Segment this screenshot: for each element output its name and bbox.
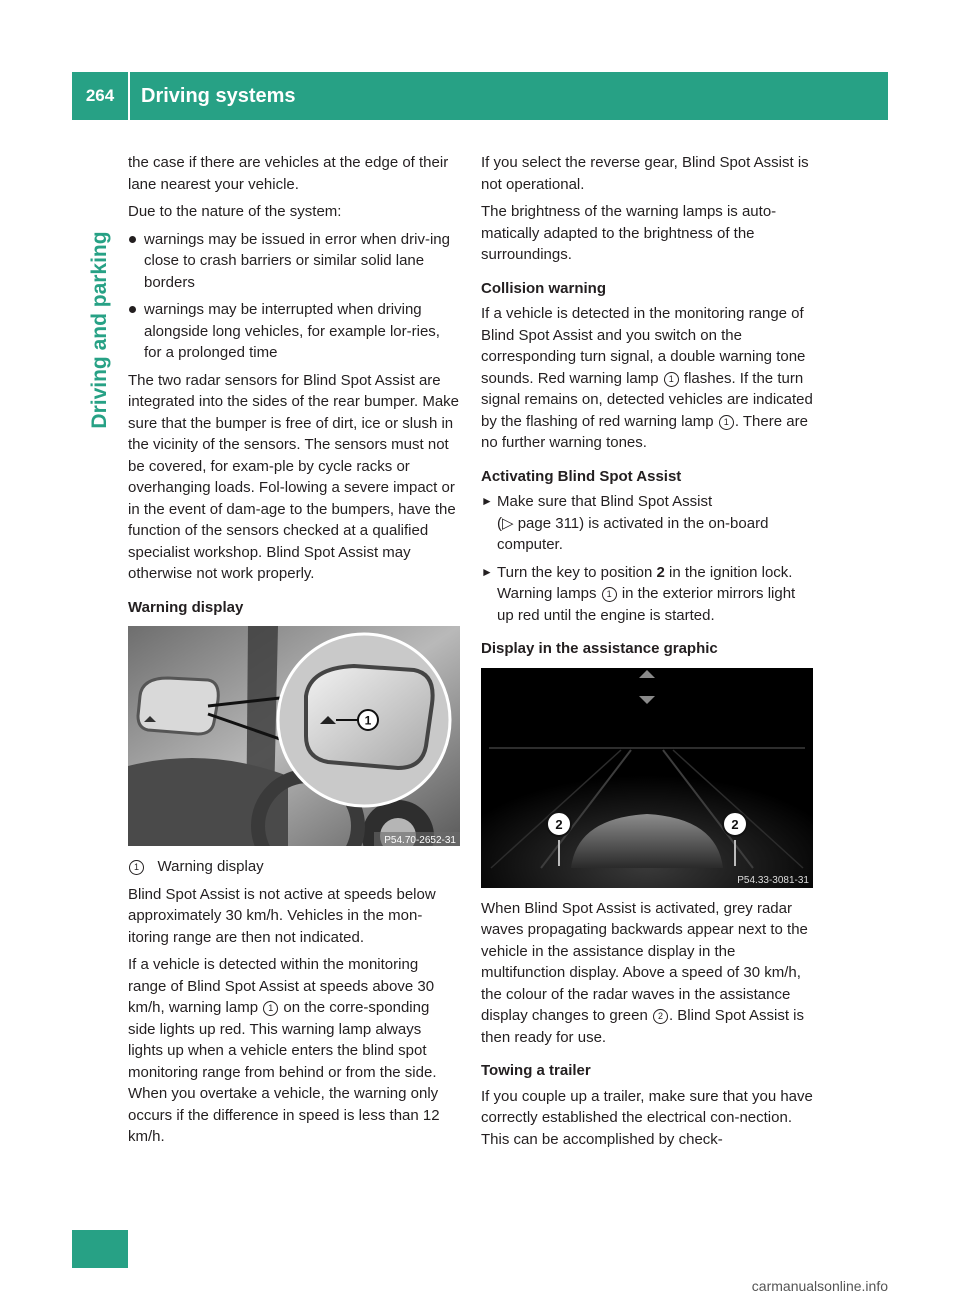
side-tab-block [72,1230,128,1268]
arrow-right-icon: ► [481,494,493,508]
action-text: Warning lamps [497,585,601,602]
paragraph-text: When Blind Spot Assist is activated, grey radar waves propagating backwards appear next to the vehicle in the assistance display in the multifunction display. Above a speed of 30 km/h, the colour of the radar waves in the assistance display changes to green [481,899,808,1024]
action-text: in the ignition lock. [664,563,793,581]
figure-callout-1: 1 [364,713,372,728]
paragraph [481,303,813,454]
paragraph-text: . There are no further warning tones. [481,412,808,451]
list-item-text: warnings may be issued in error when driv-ing close to crash barriers or similar solid lane borders [144,230,450,291]
figure-callout-2-left: 2 [555,816,563,832]
page-reference: (▷ page 311) is activated in the on-board computer. [497,514,769,553]
heading-collision-warning: Collision warning [481,279,607,297]
callout-number: 1 [602,587,617,602]
paragraph [128,954,460,1148]
list-item [128,299,460,364]
paragraph-text: If a vehicle is detected in the monitoring range of Blind Spot Assist and you switch on the corresponding turn signal, a double warning tone sounds. Red warning lamp [481,305,806,387]
watermark: carmanualsonline.info [751,1278,888,1294]
caption-text: Warning display [157,858,264,875]
callout-number: 2 [653,1009,668,1024]
paragraph: The two radar sensors for Blind Spot Assist are integrated into the sides of the rear bumper. Make sure that the bumper is free of dirt, ice or slush in the vicinity of the sensors. The sensors must not be covered, for exam-ple by cycle racks or overhanging loads. Fol-lowing a severe impact or in the event of dam-age to the bumpers, have the function of the sensors checked at a qualified specialist workshop. Blind Spot Assist may otherwise not work properly. [128,371,460,582]
header-divider [128,72,130,120]
figure-caption [128,856,460,878]
list-item-text: warnings may be interrupted when driving alongside long vehicles, for example lor-ries, for a prolonged time [144,301,440,361]
heading-activating: Activating Blind Spot Assist [481,467,682,485]
action-text: Make sure that Blind Spot Assist [497,493,713,510]
paragraph: Blind Spot Assist is not active at speeds below approximately 30 km/h. Vehicles in the mon-itoring range are then not indicated. [128,885,436,946]
heading-towing: Towing a trailer [481,1062,591,1079]
paragraph: If you select the reverse gear, Blind Spot Assist is not operational. [481,154,809,193]
action-step [481,562,813,627]
heading-warning-display: Warning display [128,598,244,616]
paragraph: the case if there are vehicles at the edge of their lane nearest your vehicle. [128,154,449,193]
paragraph: The brightness of the warning lamps is auto-matically adapted to the brightness of the surroundings. [481,203,777,263]
figure-callout-2-right: 2 [731,816,739,832]
figure-code: P54.33-3081-31 [737,874,809,886]
mirror-warning-illustration [128,626,460,846]
list-item [128,229,460,294]
paragraph-text: . Blind Spot Assist is then ready for use. [481,1007,805,1046]
callout-number: 1 [263,1001,278,1016]
paragraph: Due to the nature of the system: [128,203,342,220]
callout-number: 1 [664,372,679,387]
right-column [481,152,813,1156]
figure-code: P54.70-2652-31 [384,835,456,846]
assistance-graphic-illustration [481,668,813,888]
action-text: in the exterior mirrors light up red until the engine is started. [497,585,796,624]
paragraph-text: on the corre-sponding side lights up red. This warning lamp always lights up when a vehicle enters the blind spot monitoring range from behind or from the side. When you overtake a vehicle, the warning only occurs if the difference in speed is less than 12 km/h. [128,999,440,1145]
key-position: 2 [656,563,665,581]
action-text: Turn the key to position [497,563,657,581]
paragraph [481,898,813,1049]
paragraph-text: flashes. If the turn signal remains on, detected vehicles are indicated by the flashing of red warning lamp [481,369,813,430]
callout-number: 1 [129,860,144,875]
page-number: 264 [85,86,115,105]
section-title: Driving systems [141,84,296,107]
arrow-right-icon: ► [481,564,493,579]
callout-number: 1 [719,415,734,430]
action-step [481,491,813,556]
left-column [128,152,460,1154]
heading-display: Display in the assistance graphic [481,640,718,657]
paragraph-text: If a vehicle is detected within the monitoring range of Blind Spot Assist at speeds above 30 km/h, warning lamp [128,956,435,1016]
side-tab-label: Driving and parking [88,231,111,429]
paragraph: If you couple up a trailer, make sure that you have correctly established the electrical con-nection. This can be accomplished by check- [481,1087,813,1148]
